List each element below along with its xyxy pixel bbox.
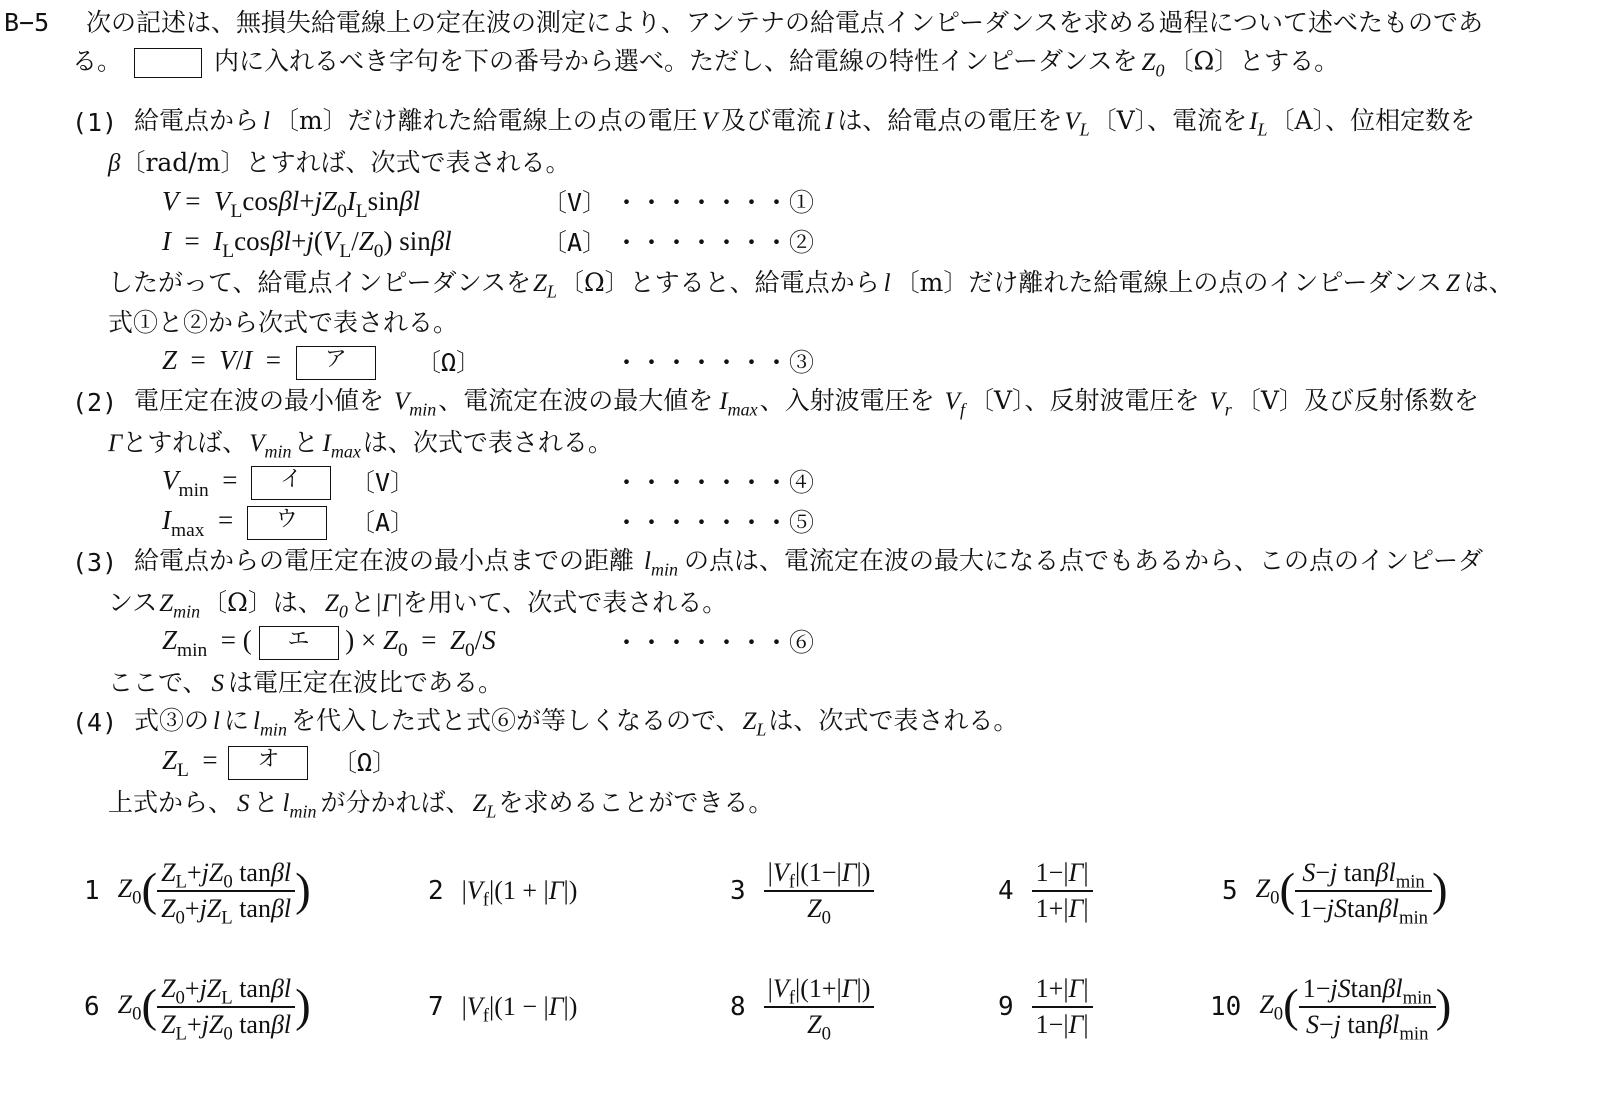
choice-3[interactable]: 3 $\frac{|V_f|(1-|\Gamma|)}{Z_0}$ <box>730 858 874 924</box>
choice-1[interactable]: 1 $Z_0$( $\frac{Z_L+jZ_0 \tan\beta l}{Z_0+jZ_L \tan\beta l}$ ) <box>84 858 311 929</box>
equation-2-unit: 〔A〕 <box>542 228 608 257</box>
blank-example-box <box>134 48 202 78</box>
equation-4-marker: ・・・・・・・④ <box>614 468 815 497</box>
equation-2-marker: ・・・・・・・② <box>614 228 815 257</box>
blank-u[interactable]: ウ <box>247 506 327 540</box>
equation-3-marker: ・・・・・・・③ <box>614 348 815 377</box>
equation-2: $I = I_L\cos\beta l+j(V_L/Z_0)$ sinβl <box>162 226 452 262</box>
equation-1: $V = V_L\cos\beta l+jZ_0I_L\sin\beta l$ <box>162 186 421 222</box>
intro-line-2: る。 内に入れるべき字句を下の番号から選べ。ただし、給電線の特性インピーダンスを $Z_0$ 〔Ω〕とする。 <box>72 46 1340 80</box>
section-2-line-2: Γとすれば、$V_{min}$と $I_{max}$は、次式で表される。 <box>108 428 613 462</box>
blank-i[interactable]: イ <box>251 466 331 500</box>
section-3-number: (3) <box>72 548 118 577</box>
equation-5-unit: 〔A〕 <box>350 508 416 537</box>
blank-a[interactable]: ア <box>296 346 376 380</box>
equation-6: $Z_{min}$ = ( エ ) × $Z_0 = Z_0/S$ <box>162 625 496 661</box>
section-3-line-2: ンス$Z_{min}$〔Ω〕は、$Z_0$と|Γ|を用いて、次式で表される。 <box>108 588 728 622</box>
section-4-line-2: 上式から、 S と $l_{min}$ が分かれば、$Z_L$を求めることができる。 <box>108 788 774 822</box>
choice-6[interactable]: 6 $Z_0$( $\frac{Z_0+jZ_L \tan\beta l}{Z_L+jZ_0 \tan\beta l}$ ) <box>84 974 311 1045</box>
section-3-line-3: ここで、 S は電圧定在波比である。 <box>108 668 504 697</box>
choice-9[interactable]: 9 $\frac{1+|\Gamma|}{1-|\Gamma|}$ <box>998 974 1093 1040</box>
section-3-line-1: 給電点からの電圧定在波の最小点までの距離 $l_{min}$ の点は、電流定在波の最大になる点でもあるから、この点のインピーダ <box>134 546 1483 580</box>
choice-4[interactable]: 4 $\frac{1-|\Gamma|}{1+|\Gamma|}$ <box>998 858 1093 924</box>
equation-7-unit: 〔Ω〕 <box>332 748 398 777</box>
blank-e[interactable]: エ <box>259 626 339 660</box>
problem-label: B−5 <box>4 8 50 37</box>
intro-line-1: 次の記述は、無損失給電線上の定在波の測定により、アンテナの給電点インピーダンスを求める過程について述べたものであ <box>86 8 1484 37</box>
equation-5-marker: ・・・・・・・⑤ <box>614 508 815 537</box>
section-1-line-3: したがって、給電点インピーダンスを$Z_L$〔Ω〕とすると、給電点から l 〔m〕だけ離れた給電線上の点のインピーダンス Z は、 <box>108 268 1514 302</box>
section-2-number: (2) <box>72 388 118 417</box>
section-1-line-1: 給電点から l 〔m〕だけ離れた給電線上の点の電圧 V 及び電流 I は、給電点の電圧を$V_L$〔V〕、電流を$I_L$〔A〕、位相定数を <box>134 106 1476 140</box>
choice-10[interactable]: 10 $Z_0$( $\frac{1-jStan\beta l_{min}}{S-j \tan\beta l_{min}}$ ) <box>1210 974 1452 1045</box>
equation-3: Z = V/I = ア <box>162 346 376 380</box>
choice-2[interactable]: 2 $|V_f|(1 + |\Gamma|)$ <box>428 876 578 911</box>
section-4-line-1: 式③の l に $l_{min}$ を代入した式と式⑥が等しくなるので、$Z_L$は、次式で表される。 <box>134 706 1019 740</box>
section-1-line-4: 式①と②から次式で表される。 <box>108 308 459 337</box>
section-1-line-2: β〔rad/m〕とすれば、次式で表される。 <box>108 148 571 177</box>
section-2-line-1: 電圧定在波の最小値を $V_{min}$、電流定在波の最大値を $I_{max}$、入射波電圧を $V_f$ 〔V〕、反射波電圧を $V_r$ 〔V〕及び反射係数を <box>134 386 1479 420</box>
choice-5[interactable]: 5 $Z_0$( $\frac{S-j \tan\beta l_{min}}{1-jStan\beta l_{min}}$ ) <box>1222 858 1448 929</box>
section-4-number: (4) <box>72 708 118 737</box>
equation-1-unit: 〔V〕 <box>542 188 608 217</box>
equation-4-unit: 〔V〕 <box>350 468 416 497</box>
equation-7: $Z_L$ = オ <box>162 746 308 780</box>
equation-6-marker: ・・・・・・・⑥ <box>614 628 815 657</box>
equation-3-unit: 〔Ω〕 <box>416 348 482 377</box>
choice-7[interactable]: 7 $|V_f|(1 - |\Gamma|)$ <box>428 992 578 1027</box>
section-1-number: (1) <box>72 108 118 137</box>
equation-5: $I_{max}$ = ウ <box>162 506 327 540</box>
equation-1-marker: ・・・・・・・① <box>614 188 815 217</box>
equation-4: $V_{min}$ = イ <box>162 466 331 500</box>
choice-8[interactable]: 8 $\frac{|V_f|(1+|\Gamma|)}{Z_0}$ <box>730 974 874 1040</box>
blank-o[interactable]: オ <box>228 746 308 780</box>
